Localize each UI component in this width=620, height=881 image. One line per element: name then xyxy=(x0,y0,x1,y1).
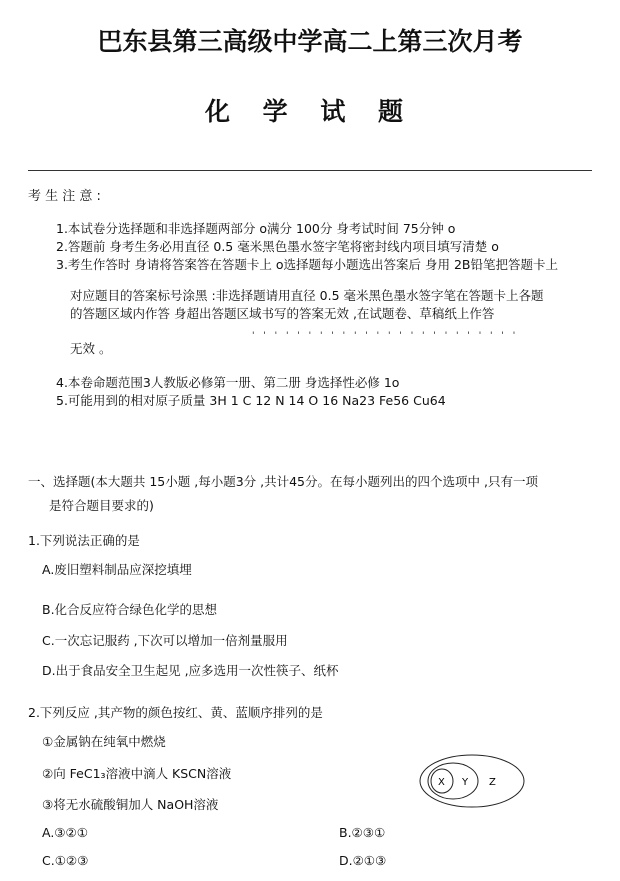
notice-item-1: 1.本试卷分选择题和非选择题两部分 o满分 100分 身考试时间 75分钟 o xyxy=(56,221,456,236)
question-2-stem: 2.下列反应 ,其产物的颜色按红、黄、蓝顺序排列的是 xyxy=(28,705,323,720)
question-2-item-3: ③将无水硫酸铜加人 NaOH溶液 xyxy=(42,797,219,812)
question-1-option-c: C.一次忘记服药 ,下次可以增加一倍剂量服用 xyxy=(42,633,288,648)
question-2-item-1: ①金属钠在纯氧中燃烧 xyxy=(42,734,166,749)
notice-item-3: 3.考生作答时 身请将答案答在答题卡上 o选择题每小题选出答案后 身用 2B铅笔把答题卡上 xyxy=(56,257,558,272)
label-x: X xyxy=(438,777,445,788)
question-2-option-a: A.③②① xyxy=(42,825,88,840)
notice-item-2: 2.答题前 身考生务必用直径 0.5 毫米黑色墨水签字笔将密封线内项目填写清楚 o xyxy=(56,239,499,254)
question-2-option-b: B.②③① xyxy=(339,825,386,840)
dotted-marks: ' ' ' ' ' ' ' ' ' ' ' ' ' ' ' ' ' ' ' ' ' ' ' ' xyxy=(252,331,519,341)
question-1-option-b: B.化合反应符合绿色化学的思想 xyxy=(42,602,218,617)
exam-title: 巴东县第三高级中学高二上第三次月考 xyxy=(97,27,523,56)
question-1-option-d: D.出于食品安全卫生起见 ,应多选用一次性筷子、纸杯 xyxy=(42,663,339,678)
question-2-item-2: ②向 FeC1₃溶液中滴人 KSCN溶液 xyxy=(42,766,232,781)
section-heading: 一、选择题(本大题共 15小题 ,每小题3分 ,共计45分。在每小题列出的四个选项中 ,只有一项 xyxy=(28,474,538,489)
subject-title: 化 学 试 题 xyxy=(204,97,416,126)
question-2-option-d: D.②①③ xyxy=(339,853,387,868)
label-z: Z xyxy=(489,777,496,788)
nested-sets-diagram xyxy=(418,752,526,810)
notice-item-3-cont-1: 对应题目的答案标号涂黑 :非选择题请用直径 0.5 毫米黑色墨水签字笔在答题卡上各题 xyxy=(70,288,544,303)
set-z-ellipse xyxy=(420,755,524,807)
header-divider xyxy=(28,170,592,171)
question-2-option-c: C.①②③ xyxy=(42,853,89,868)
notice-item-5: 5.可能用到的相对原子质量 3H 1 C 12 N 14 O 16 Na23 Fe56 Cu64 xyxy=(56,393,446,408)
section-heading-cont: 是符合题目要求的) xyxy=(49,498,154,513)
question-1-option-a: A.废旧塑料制品应深挖填埋 xyxy=(42,562,192,577)
label-y: Y xyxy=(462,777,469,788)
question-1-stem: 1.下列说法正确的是 xyxy=(28,533,140,548)
notice-item-3-cont-3: 无效 。 xyxy=(70,341,112,356)
notice-heading: 考 生 注 意 : xyxy=(28,189,101,204)
notice-item-3-cont-2: 的答题区域内作答 身超出答题区域书写的答案无效 ,在试题卷、草稿纸上作答 xyxy=(70,306,495,321)
notice-item-4: 4.本卷命题范围3人教版必修第一册、第二册 身选择性必修 1o xyxy=(56,375,400,390)
